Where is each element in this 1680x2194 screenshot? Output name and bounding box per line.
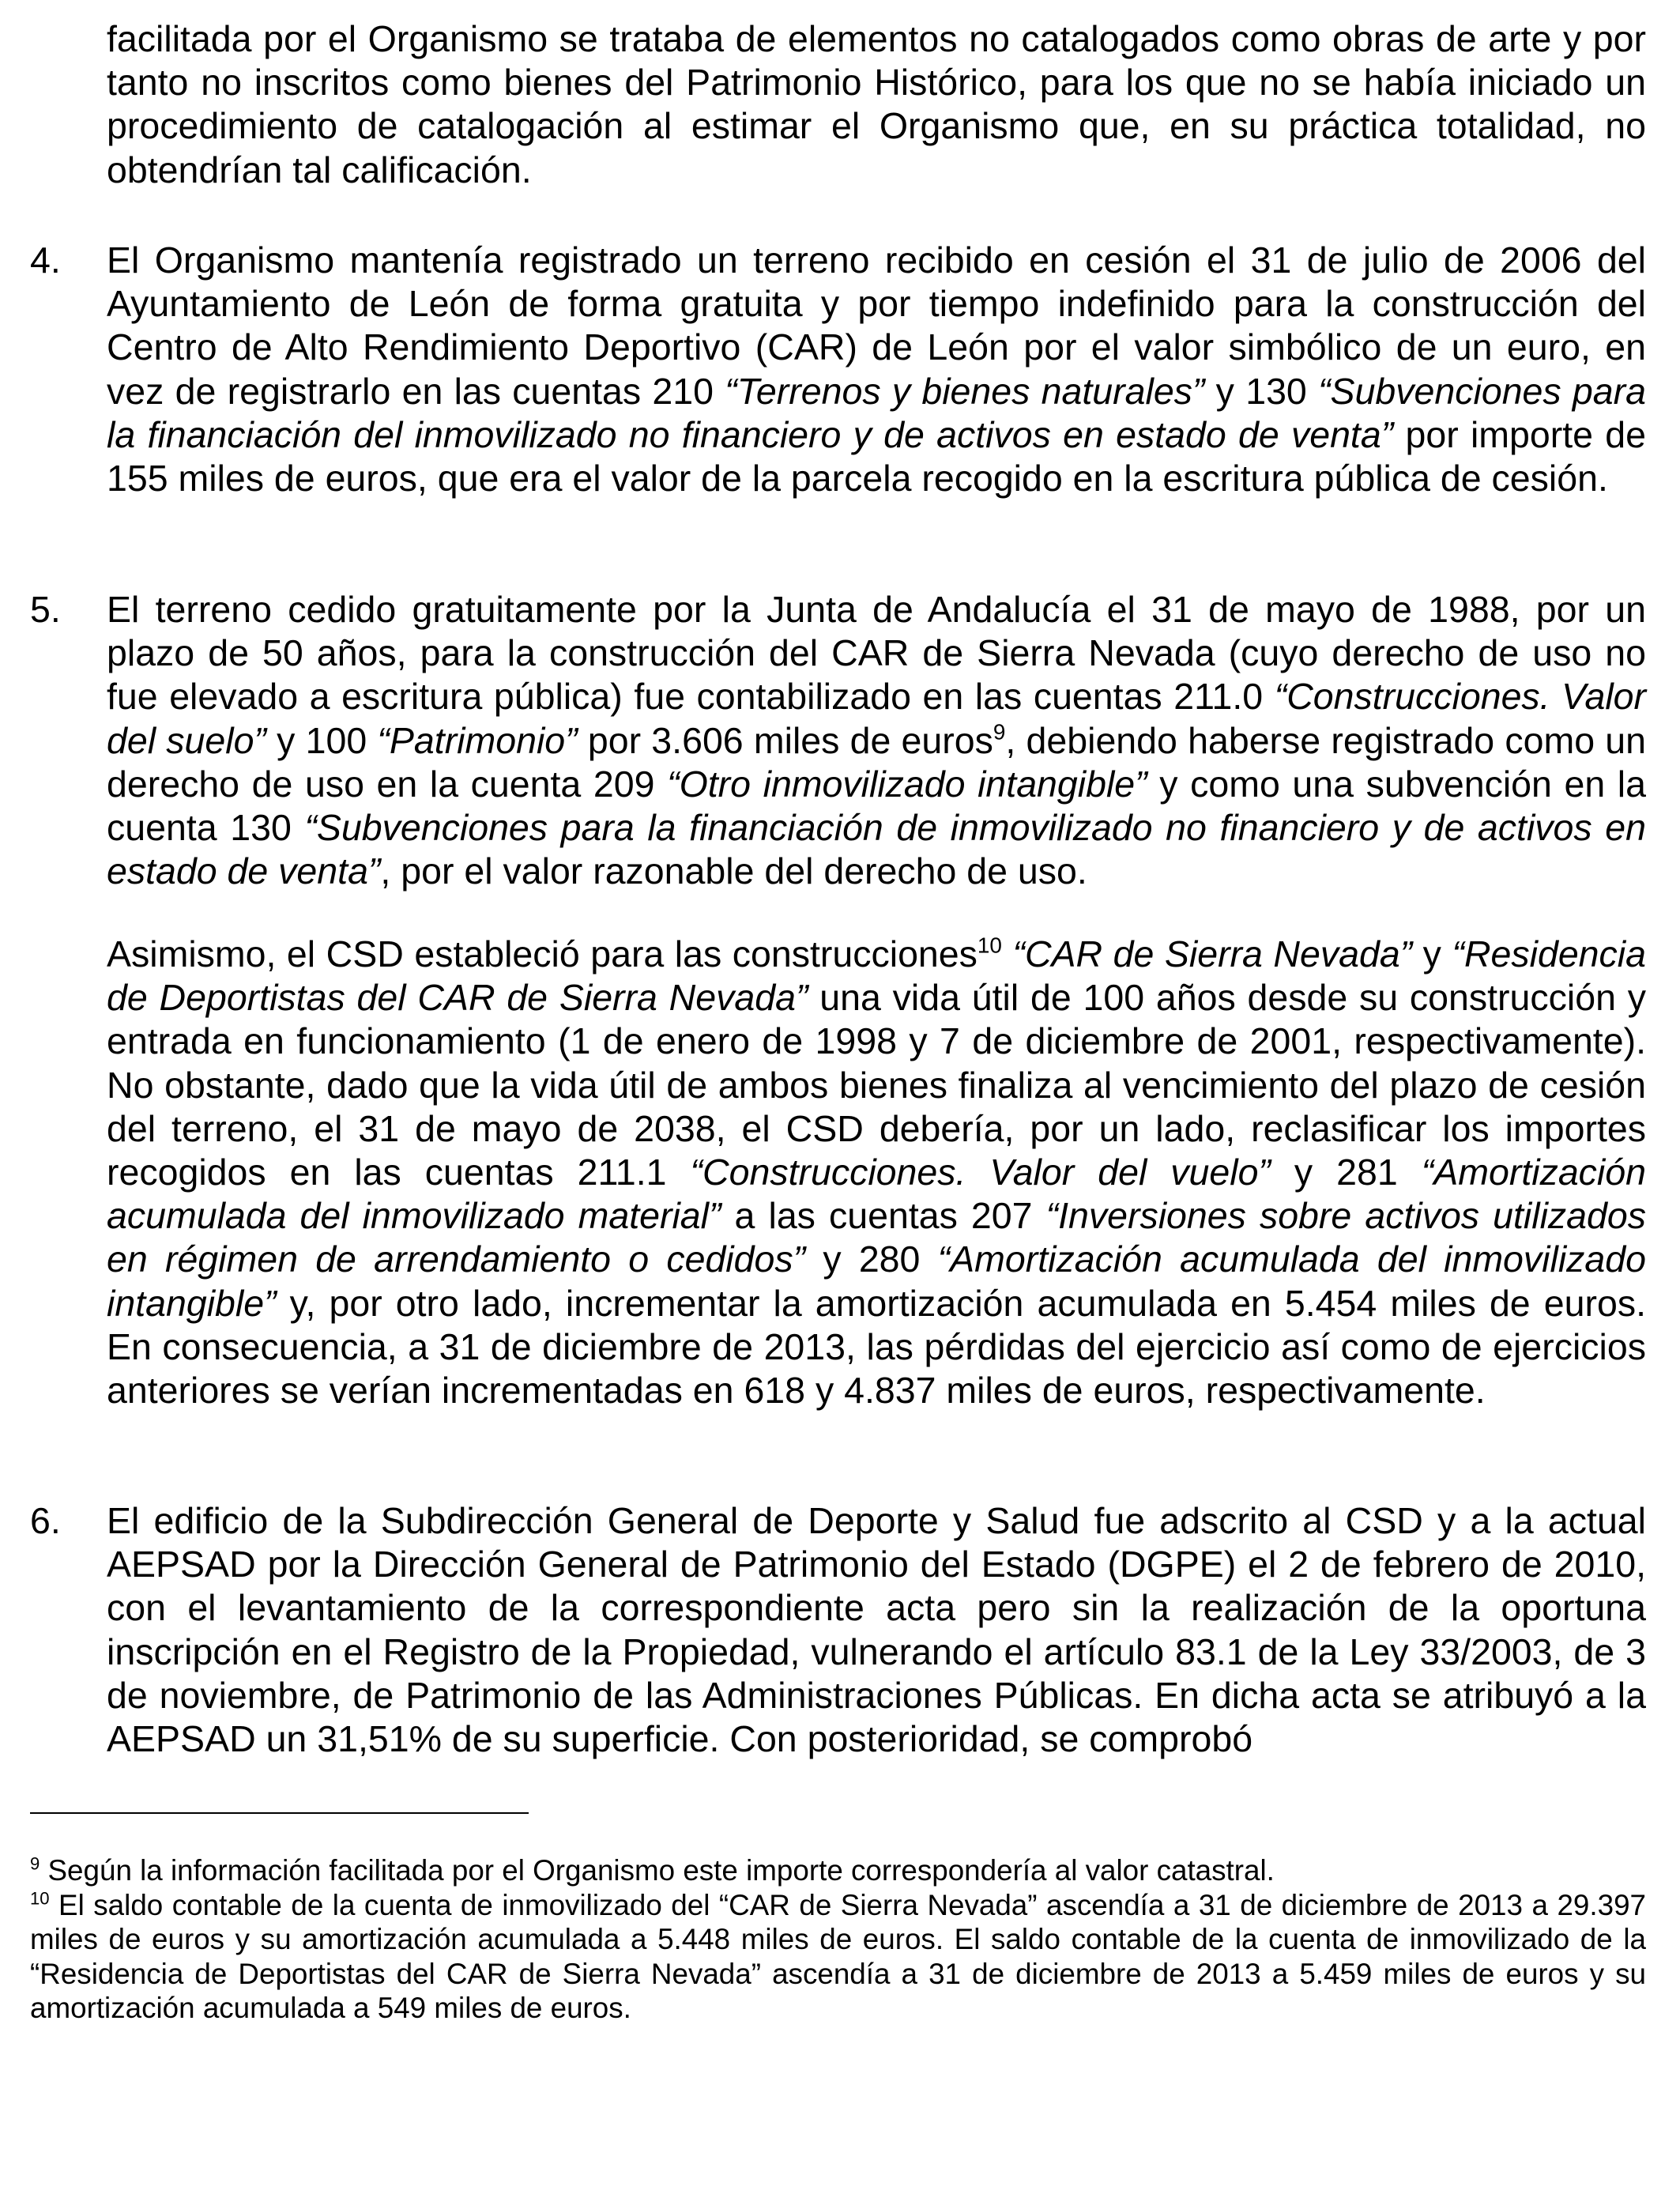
item-5-continuation-paragraph [107, 933, 1646, 1412]
cont-italic-4: “Amortización acumulada del inmovilizado material” [107, 1152, 1646, 1237]
item-5-text-5: y como una subvención en la cuenta 130 [107, 763, 1646, 849]
cont-italic-6: “Amortización acumulada del inmovilizado intangible” [107, 1238, 1646, 1324]
cont-italic-2: “Residencia de Deportistas del CAR de Sierra Nevada” [107, 933, 1646, 1019]
item-6-paragraph: El edificio de la Subdirección General de Deporte y Salud fue adscrito al CSD y a la actual AEPSAD por la Dirección General de Patrimonio del Estado (DGPE) el 2 de febrero de 2010, con el levantamiento de la correspondiente acta pero sin la realización de la oportuna inscripción en el Registro de la Propiedad, vulnerando el artículo 83.1 de la Ley 33/2003, de 3 de noviembre, de Patrimonio de las Administraciones Públicas. En dicha acta se atribuyó a la AEPSAD un 31,51% de su superficie. Con posterioridad, se comprobó [107, 1500, 1646, 1760]
footnote-9 [30, 1853, 1646, 1888]
item-4-text-1: El Organismo mantenía registrado un terreno recibido en cesión el 31 de julio de 2006 del Ayuntamiento de León de forma gratuita y por tiempo indefinido para la construcción del Centro de Alto Rendimiento Deportivo (CAR) de León por el valor simbólico de un euro, en vez de registrarlo en las cuentas 210 [107, 239, 1646, 412]
item-5-text-6: , por el valor razonable del derecho de uso. [380, 850, 1087, 892]
item-5-paragraph [107, 588, 1646, 893]
intro-paragraph: facilitada por el Organismo se trataba de elementos no catalogados como obras de arte y por tanto no inscritos como bienes del Patrimonio Histórico, para los que no se había iniciado un procedimiento de catalogación al estimar el Organismo que, en su práctica totalidad, no obtendrían tal calificación. [107, 18, 1646, 190]
cont-text-1: Asimismo, el CSD estableció para las construcciones [107, 933, 977, 974]
cont-text-8: y, por otro lado, incrementar la amortización acumulada en 5.454 miles de euros. En consecuencia, a 31 de diciembre de 2013, las pérdidas del ejercicio así como de ejercicios anteriores se verían incrementadas en 618 y 4.837 miles de euros, respectivamente. [107, 1282, 1646, 1412]
cont-italic-3: “Construcciones. Valor del vuelo” [690, 1152, 1271, 1193]
footnote-ref-9: 9 [993, 719, 1006, 745]
item-5-italic-3: “Otro inmovilizado intangible” [667, 763, 1147, 805]
item-4-italic-2: “Subvenciones para la financiación del inmovilizado no financiero y de activos en estado de venta” [107, 370, 1647, 455]
footnotes [30, 1853, 1646, 2026]
item-number-5: 5. [30, 589, 61, 630]
footnote-10 [30, 1888, 1646, 2026]
item-5-text-1: El terreno cedido gratuitamente por la Junta de Andalucía el 31 de mayo de 1988, por un plazo de 50 años, para la construcción del CAR de Sierra Nevada (cuyo derecho de uso no fue elevado a escritura pública) fue contabilizado en las cuentas 211.0 [107, 589, 1646, 718]
cont-text-6: a las cuentas 207 [721, 1195, 1046, 1237]
footnote-9-text: Según la información facilitada por el Organismo este importe correspondería al valor catastral. [40, 1854, 1275, 1887]
item-number-6: 6. [30, 1500, 61, 1541]
item-5-text-2: y 100 [266, 719, 378, 761]
item-4-text-3: por importe de 155 miles de euros, que era el valor de la parcela recogido en la escritura pública de cesión. [107, 413, 1646, 499]
footnote-ref-10: 10 [977, 933, 1002, 958]
item-4-text-2: y 130 [1204, 370, 1319, 412]
item-4-paragraph [107, 239, 1646, 500]
item-number-4: 4. [30, 239, 61, 281]
item-5-italic-4: “Subvenciones para la financiación de inmovilizado no financiero y de activos en estado de venta” [107, 807, 1646, 892]
footnote-9-marker: 9 [30, 1853, 40, 1874]
cont-italic-5: “Inversiones sobre activos utilizados en régimen de arrendamiento o cedidos” [107, 1195, 1646, 1280]
footnote-10-text: El saldo contable de la cuenta de inmovilizado del “CAR de Sierra Nevada” ascendía a 31 de diciembre de 2013 a 29.397 miles de euros y su amortización acumulada a 5.448 miles de euros. El saldo contable de la cuenta de inmovilizado de la “Residencia de Deportistas del CAR de Sierra Nevada” ascendía a 31 de diciembre de 2013 a 5.459 miles de euros y su amortización acumulada a 549 miles de euros. [30, 1888, 1646, 2025]
cont-text-2 [1002, 933, 1013, 974]
item-4-italic-1: “Terrenos y bienes naturales” [725, 370, 1205, 412]
cont-text-3: y [1412, 933, 1452, 974]
item-5-text-3: por 3.606 miles de euros [577, 719, 993, 761]
footnote-10-marker: 10 [30, 1887, 50, 1908]
cont-italic-1: “CAR de Sierra Nevada” [1012, 933, 1413, 974]
item-5-italic-1: “Construcciones. Valor del suelo” [107, 676, 1646, 761]
cont-text-7: y 280 [805, 1238, 938, 1280]
cont-text-4: una vida útil de 100 años desde su construcción y entrada en funcionamiento (1 de enero de 1998 y 7 de diciembre de 2001, respectivamente). No obstante, dado que la vida útil de ambos bienes finaliza al vencimiento del plazo de cesión del terreno, el 31 de mayo de 2038, el CSD debería, por un lado, reclasificar los importes recogidos en las cuentas 211.1 [107, 977, 1646, 1193]
item-5-italic-2: “Patrimonio” [377, 719, 578, 761]
cont-text-5: y 281 [1270, 1152, 1422, 1193]
item-5-text-4: , debiendo haberse registrado como un derecho de uso en la cuenta 209 [107, 719, 1647, 805]
footnote-separator [30, 1812, 529, 1814]
